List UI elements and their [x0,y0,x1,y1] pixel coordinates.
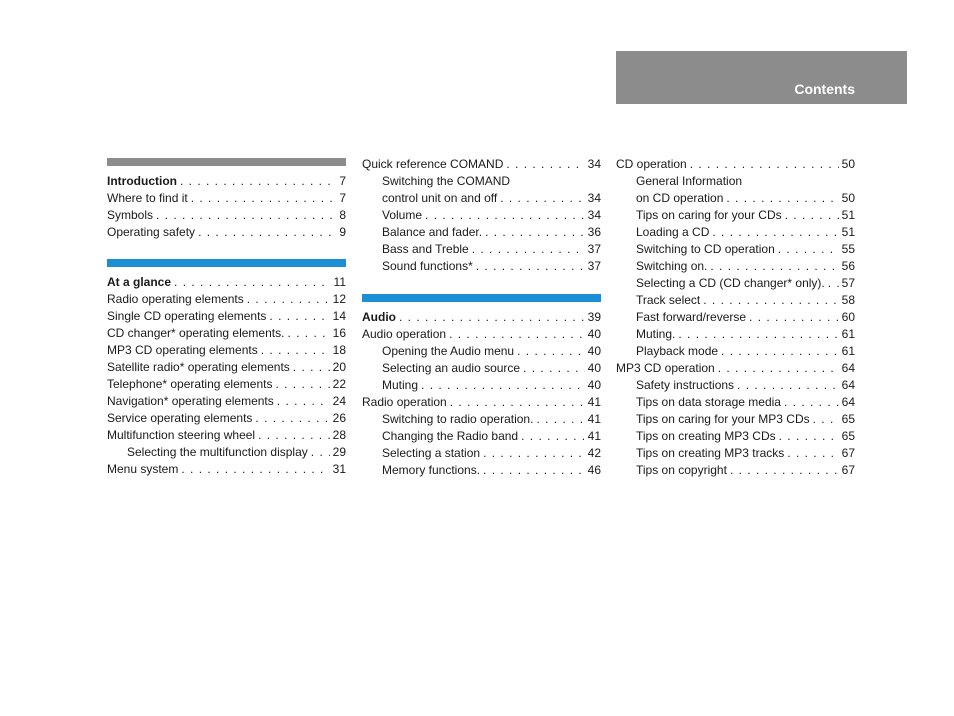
toc-leader-dots [311,444,330,461]
toc-entry[interactable] [616,411,855,428]
toc-leader-dots [726,190,838,207]
toc-entry[interactable] [107,325,346,342]
toc-entry[interactable] [107,427,346,444]
toc-page-number: 46 [587,463,601,477]
toc-entry-title: on CD operation [636,191,724,205]
toc-page-number: 65 [841,412,855,426]
toc-entry[interactable] [616,190,855,207]
toc-leader-dots [261,342,330,359]
toc-entry-title: At a glance [107,275,172,289]
toc-entry[interactable] [362,343,601,360]
toc-page-number: 50 [841,157,855,171]
toc-page-number: 64 [841,361,855,375]
toc-leader-dots [472,241,585,258]
toc-leader-dots [247,291,330,308]
toc-page-number: 64 [841,395,855,409]
toc-entry-title: Selecting a CD (CD changer* only). [636,276,825,290]
toc-entry[interactable] [616,326,855,343]
toc-entry-title: Telephone* operating elements [107,377,273,391]
toc-entry[interactable] [107,393,346,410]
toc-entry-title: Balance and fader. [382,225,483,239]
toc-leader-dots [255,410,329,427]
toc-leader-dots [784,394,839,411]
toc-entry[interactable] [616,207,855,224]
toc-column-2 [362,156,601,479]
toc-page-number: 12 [332,292,346,306]
toc-leader-dots [749,309,839,326]
toc-entry-title: Switching to CD operation [636,242,775,256]
toc-page-number: 50 [841,191,855,205]
toc-subheading: Switching the COMAND [382,174,511,188]
toc-entry-title: Bass and Treble [382,242,469,256]
toc-page-number: 20 [332,360,346,374]
toc-page-number: 40 [587,378,601,392]
toc-leader-dots [778,241,839,258]
toc-entry-title: Radio operating elements [107,292,244,306]
toc-entry[interactable] [362,445,601,462]
toc-page-number: 37 [587,242,601,256]
toc-leader-dots [450,394,585,411]
toc-entry-title: Selecting the multifunction display [127,445,308,459]
toc-page-number: 55 [841,242,855,256]
toc-entry[interactable] [616,292,855,309]
toc-page-number: 8 [339,208,346,222]
toc-leader-dots [506,156,584,173]
toc-leader-dots [483,462,585,479]
toc-leader-dots [785,207,839,224]
toc-page-number: 34 [587,208,601,222]
toc-section-heading[interactable] [107,274,346,291]
toc-entry[interactable] [362,156,601,173]
toc-leader-dots [425,207,585,224]
toc-column-3 [616,156,855,479]
toc-leader-dots [399,309,585,326]
toc-entry-title: Menu system [107,462,179,476]
toc-entry-title: Playback mode [636,344,719,358]
toc-entry[interactable] [362,258,601,275]
toc-entry-title: Tips on data storage media [636,395,781,409]
toc-page-number: 56 [841,259,855,273]
toc-leader-dots [293,359,330,376]
toc-leader-dots [174,274,331,291]
toc-entry-title: Operating safety [107,225,196,239]
toc-entry[interactable] [107,376,346,393]
toc-page-number: 29 [332,445,346,459]
toc-entry[interactable] [616,224,855,241]
toc-entry[interactable] [616,343,855,360]
toc-entry[interactable] [616,462,855,479]
toc-page-number: 57 [841,276,855,290]
toc-leader-dots [779,428,839,445]
toc-page-number: 7 [339,174,346,188]
toc-entry-title: Audio operation [362,327,447,341]
toc-page-number: 37 [587,259,601,273]
toc-entry-title: Where to find it [107,191,188,205]
toc-leader-dots [712,224,838,241]
toc-entry-title: Quick reference COMAND [362,157,504,171]
toc-leader-dots [521,428,585,445]
toc-entry[interactable] [616,258,855,275]
toc-entry-title: Track select [636,293,701,307]
toc-entry-title: Multifunction steering wheel [107,428,256,442]
toc-entry[interactable] [616,360,855,377]
toc-leader-dots [287,325,329,342]
toc-entry-title: MP3 CD operation [616,361,715,375]
toc-entry[interactable] [362,190,601,207]
toc-entry[interactable] [616,309,855,326]
toc-page-number: 18 [332,343,346,357]
toc-entry-title: Tips on caring for your MP3 CDs [636,412,810,426]
toc-page-number: 16 [332,326,346,340]
toc-entry[interactable] [107,190,346,207]
toc-page-number: 40 [587,361,601,375]
toc-page-number: 26 [332,411,346,425]
toc-entry[interactable] [616,156,855,173]
toc-page-number: 65 [841,429,855,443]
toc-page-number: 58 [841,293,855,307]
toc-leader-dots [269,308,329,325]
toc-entry-title: Sound functions* [382,259,473,273]
toc-entry[interactable] [362,377,601,394]
gray-section-bar [107,158,346,166]
toc-section-heading[interactable] [107,173,346,190]
toc-entry-title: Fast forward/reverse [636,310,747,324]
toc-page-number: 28 [332,428,346,442]
toc-entry[interactable] [107,291,346,308]
toc-page-number: 40 [587,327,601,341]
toc-page-number: 67 [841,446,855,460]
page-title: Contents [794,81,855,97]
toc-page-number: 64 [841,378,855,392]
header-bar [616,51,907,104]
toc-leader-dots [813,411,839,428]
toc-entry-title: Muting [382,378,419,392]
toc-page-number: 41 [587,412,601,426]
toc-entry-title: Volume [382,208,423,222]
toc-entry-title: CD changer* operating elements. [107,326,285,340]
toc-leader-dots [275,376,329,393]
toc-entry-title: Opening the Audio menu [382,344,515,358]
toc-entry[interactable] [362,207,601,224]
toc-leader-dots [181,461,329,478]
toc-entry[interactable] [616,275,855,292]
toc-entry[interactable] [362,411,601,428]
toc-leader-dots [718,360,839,377]
toc-leader-dots [483,445,585,462]
toc-leader-dots [156,207,336,224]
toc-entry-title: CD operation [616,157,687,171]
toc-leader-dots [703,292,838,309]
toc-entry-title: MP3 CD operating elements [107,343,258,357]
toc-page-number: 7 [339,191,346,205]
toc-entry-title: Safety instructions [636,378,735,392]
toc-entry[interactable] [616,428,855,445]
toc-entry[interactable] [616,445,855,462]
toc-leader-dots [198,224,336,241]
toc-entry[interactable] [107,207,346,224]
toc-entry-title: Introduction [107,174,177,188]
toc-entry[interactable] [362,462,601,479]
toc-entry[interactable] [616,394,855,411]
toc-page-number: 14 [332,309,346,323]
toc-leader-dots [180,173,336,190]
toc-page-number: 61 [841,327,855,341]
toc-entry-title: Satellite radio* operating elements [107,360,290,374]
toc-page-number: 22 [332,377,346,391]
toc-entry-title: Loading a CD [636,225,710,239]
toc-leader-dots [787,445,838,462]
toc-leader-dots [710,258,838,275]
toc-entry[interactable] [362,360,601,377]
toc-leader-dots [730,462,839,479]
toc-entry-title: Audio [362,310,396,324]
toc-entry-title: Memory functions. [382,463,481,477]
toc-section-heading[interactable] [362,309,601,326]
blue-section-bar [107,259,346,267]
toc-entry[interactable] [616,377,855,394]
toc-entry-title: Changing the Radio band [382,429,519,443]
toc-page-number: 34 [587,157,601,171]
toc-page-number: 40 [587,344,601,358]
toc-leader-dots [678,326,838,343]
toc-entry-title: Navigation* operating elements [107,394,274,408]
toc-page-number: 51 [841,208,855,222]
toc-entry[interactable] [362,224,601,241]
blue-section-bar [362,294,601,302]
toc-page-number: 67 [841,463,855,477]
toc-entry[interactable] [616,241,855,258]
toc-page-number: 51 [841,225,855,239]
toc-entry-title: Tips on creating MP3 tracks [636,446,785,460]
toc-leader-dots [258,427,330,444]
toc-leader-dots [517,343,585,360]
toc-leader-dots [523,360,585,377]
toc-leader-dots [421,377,585,394]
toc-page-number: 34 [587,191,601,205]
toc-entry[interactable] [107,224,346,241]
toc-entry-title: Tips on copyright [636,463,727,477]
toc-page-number: 39 [587,310,601,324]
toc-entry[interactable] [107,359,346,376]
toc-leader-dots [485,224,585,241]
toc-leader-dots [828,275,839,292]
toc-page-number: 36 [587,225,601,239]
toc-leader-dots [690,156,839,173]
toc-entry-title: Radio operation [362,395,447,409]
toc-entry[interactable] [362,241,601,258]
toc-entry-title: control unit on and off [382,191,498,205]
toc-page-number: 31 [332,462,346,476]
toc-leader-dots [500,190,584,207]
toc-leader-dots [277,393,330,410]
toc-entry-title: Selecting an audio source [382,361,521,375]
toc-entry-title: Single CD operating elements [107,309,267,323]
toc-page-number: 60 [841,310,855,324]
toc-page-number: 42 [587,446,601,460]
toc-page-number: 24 [332,394,346,408]
toc-column-1 [107,158,346,478]
toc-entry-title: Tips on creating MP3 CDs [636,429,776,443]
toc-page-number: 9 [339,225,346,239]
toc-entry[interactable] [107,342,346,359]
toc-entry-title: Selecting a station [382,446,481,460]
toc-entry-title: Muting. [636,327,676,341]
toc-entry[interactable] [362,428,601,445]
toc-leader-dots [721,343,839,360]
toc-leader-dots [476,258,585,275]
toc-leader-dots [191,190,337,207]
toc-entry[interactable] [362,326,601,343]
toc-page-number: 61 [841,344,855,358]
toc-entry-title: Switching on. [636,259,708,273]
toc-entry[interactable] [107,308,346,325]
toc-entry[interactable] [107,410,346,427]
toc-page-number: 11 [333,275,346,289]
toc-entry[interactable] [107,461,346,478]
toc-subheading: General Information [636,174,743,188]
toc-entry-title: Tips on caring for your CDs [636,208,782,222]
toc-entry-title: Switching to radio operation. [382,412,534,426]
toc-leader-dots [536,411,584,428]
toc-leader-dots [737,377,839,394]
toc-entry-title: Service operating elements [107,411,253,425]
toc-leader-dots [449,326,585,343]
toc-entry[interactable] [107,444,346,461]
toc-entry[interactable] [362,394,601,411]
toc-entry-title: Symbols [107,208,154,222]
toc-page-number: 41 [587,395,601,409]
toc-page-number: 41 [587,429,601,443]
